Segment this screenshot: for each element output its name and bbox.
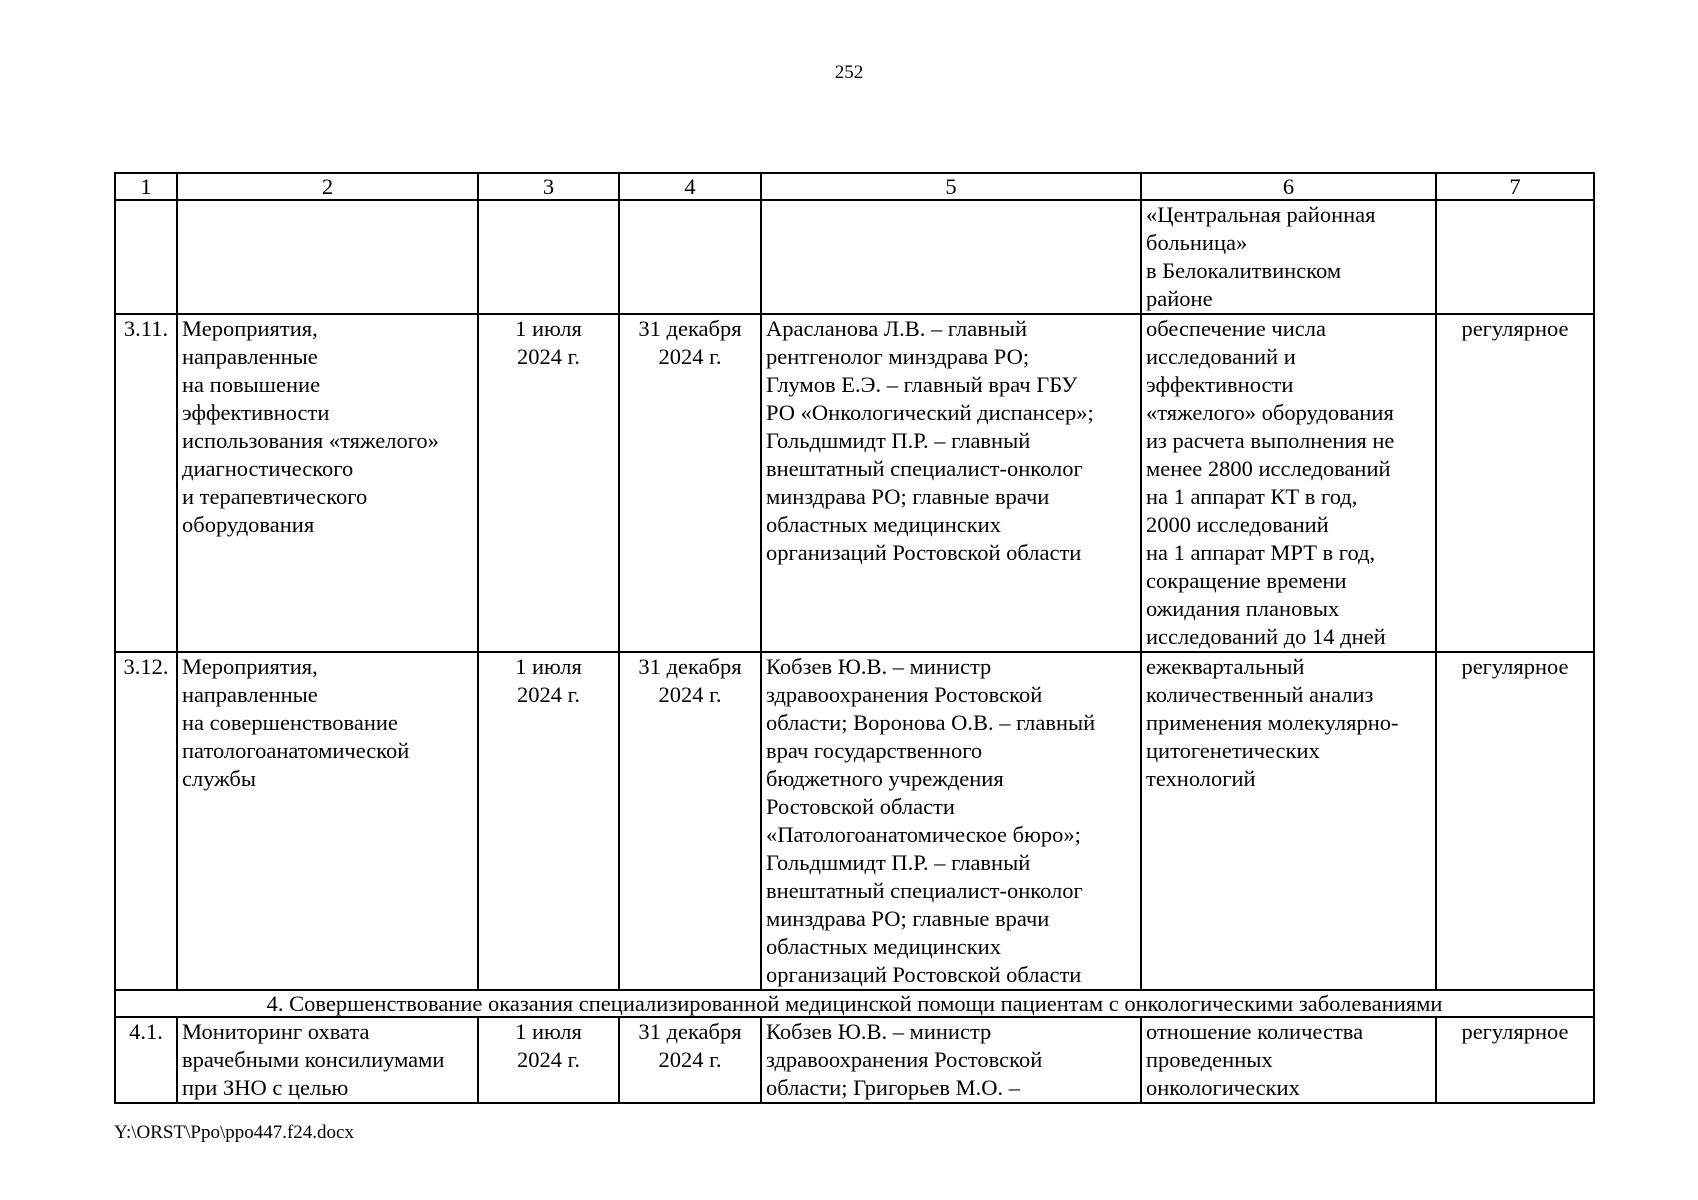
start-date-cell: 1 июля 2024 г. <box>478 314 619 652</box>
activity-cell: Мониторинг охвата врачебными консилиумами при ЗНО с целью <box>177 1017 478 1103</box>
header-cell: 4 <box>619 173 761 200</box>
header-cell: 2 <box>177 173 478 200</box>
end-date-cell: 31 декабря 2024 г. <box>619 314 761 652</box>
type-cell: регулярное <box>1436 652 1594 990</box>
type-cell: регулярное <box>1436 1017 1594 1103</box>
header-cell: 7 <box>1436 173 1594 200</box>
empty-cell <box>115 200 177 314</box>
header-cell: 6 <box>1141 173 1436 200</box>
responsible-cell: Арасланова Л.В. – главный рентгенолог минздрава РО; Глумов Е.Э. – главный врач ГБУ РО «Онкологический диспансер»; Гольдшмидт П.Р. – главный внештатный специалист-онколог минздрава РО; главные врачи областных медицинских организаций Ростовской области <box>761 314 1141 652</box>
table-row-continuation <box>115 200 1594 314</box>
header-cell: 3 <box>478 173 619 200</box>
table-row <box>115 1017 1594 1103</box>
responsible-cell: Кобзев Ю.В. – министр здравоохранения Ростовской области; Воронова О.В. – главный врач государственного бюджетного учреждения Ростовской области «Патологоанатомическое бюро»; Гольдшмидт П.Р. – главный внештатный специалист-онколог минздрава РО; главные врачи областных медицинских организаций Ростовской области <box>761 652 1141 990</box>
table-header-row <box>115 173 1594 200</box>
plan-table <box>114 172 1595 1104</box>
result-cell: «Центральная районная больница» в Белокалитвинском районе <box>1141 200 1436 314</box>
start-date-cell: 1 июля 2024 г. <box>478 652 619 990</box>
empty-cell <box>1436 200 1594 314</box>
result-cell: отношение количества проведенных онкологических <box>1141 1017 1436 1103</box>
table-row <box>115 314 1594 652</box>
header-cell: 1 <box>115 173 177 200</box>
empty-cell <box>177 200 478 314</box>
end-date-cell: 31 декабря 2024 г. <box>619 1017 761 1103</box>
page-number: 252 <box>834 62 864 83</box>
result-cell: обеспечение числа исследований и эффективности «тяжелого» оборудования из расчета выполнения не менее 2800 исследований на 1 аппарат КТ в год, 2000 исследований на 1 аппарат МРТ в год, сокращение времени ожидания плановых исследований до 14 дней <box>1141 314 1436 652</box>
type-cell: регулярное <box>1436 314 1594 652</box>
activity-cell: Мероприятия, направленные на повышение эффективности использования «тяжелого» диагностического и терапевтического оборудования <box>177 314 478 652</box>
responsible-cell: Кобзев Ю.В. – министр здравоохранения Ростовской области; Григорьев М.О. – <box>761 1017 1141 1103</box>
row-number: 4.1. <box>115 1017 177 1103</box>
table-row <box>115 652 1594 990</box>
row-number: 3.12. <box>115 652 177 990</box>
result-cell: ежеквартальный количественный анализ применения молекулярно- цитогенетических технологий <box>1141 652 1436 990</box>
empty-cell <box>478 200 619 314</box>
empty-cell <box>761 200 1141 314</box>
footer-file-path: Y:\ORST\Ppo\ppo447.f24.docx <box>114 1122 354 1143</box>
section-heading-row <box>115 990 1594 1017</box>
section-title: 4. Совершенствование оказания специализированной медицинской помощи пациентам с онкологическими заболеваниями <box>115 990 1594 1017</box>
activity-cell: Мероприятия, направленные на совершенствование патологоанатомической службы <box>177 652 478 990</box>
header-cell: 5 <box>761 173 1141 200</box>
row-number: 3.11. <box>115 314 177 652</box>
empty-cell <box>619 200 761 314</box>
end-date-cell: 31 декабря 2024 г. <box>619 652 761 990</box>
start-date-cell: 1 июля 2024 г. <box>478 1017 619 1103</box>
